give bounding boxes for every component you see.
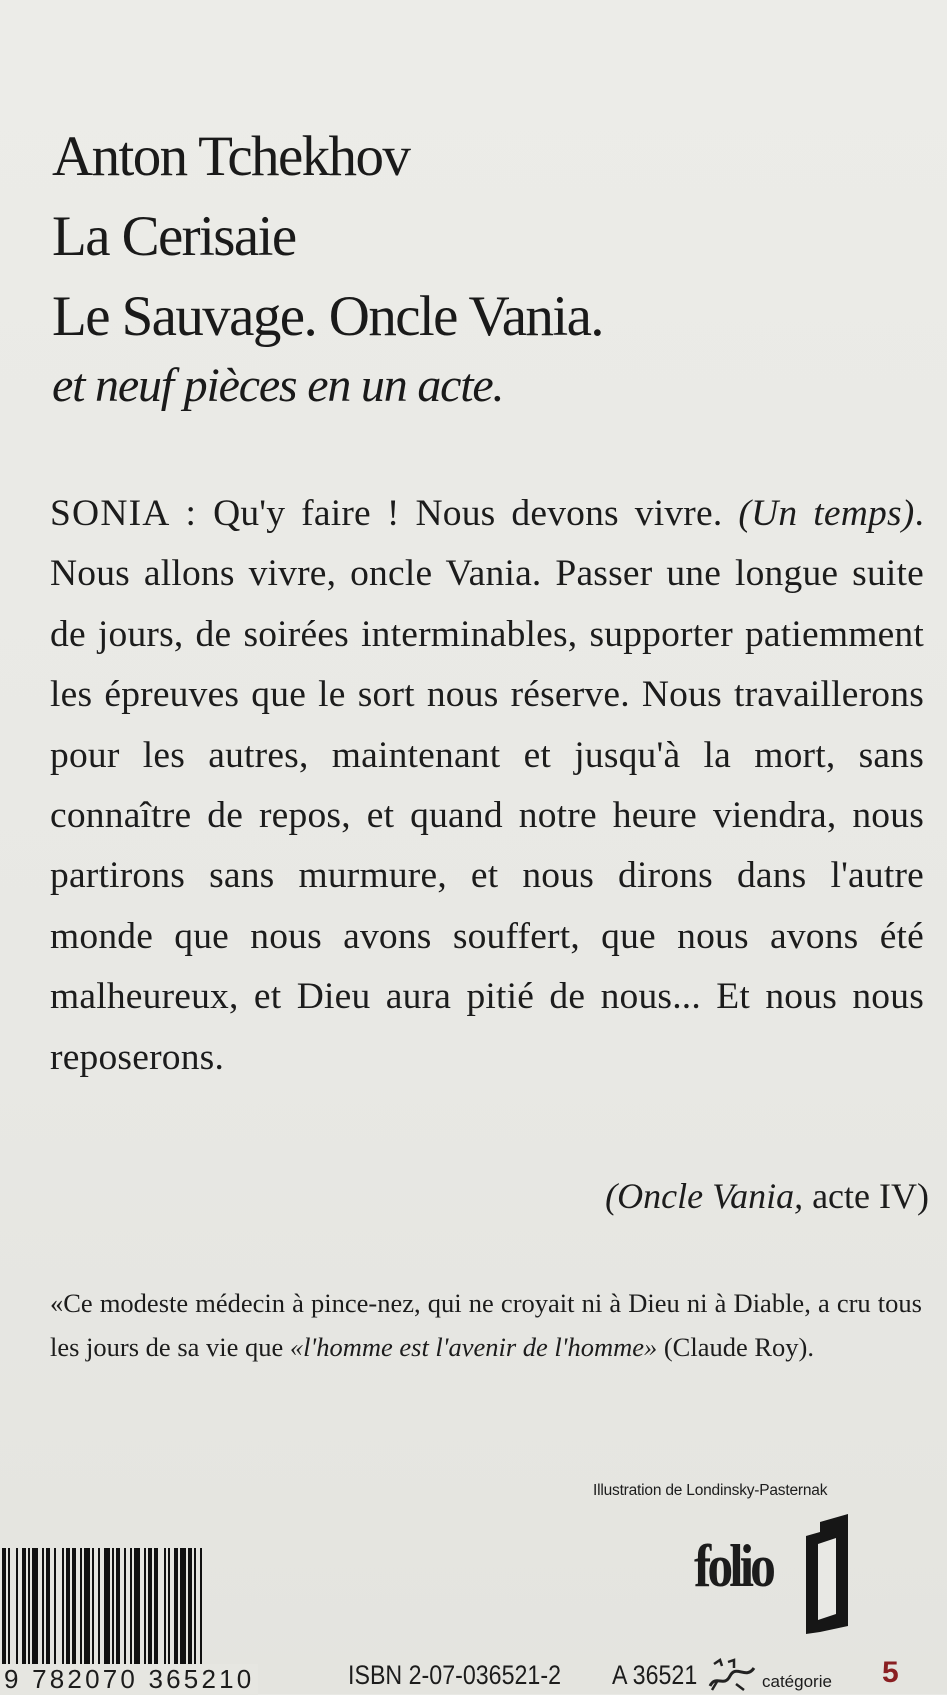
barcode-bar <box>80 1548 82 1666</box>
barcode-bar <box>98 1548 100 1666</box>
barcode-bar <box>66 1548 70 1666</box>
barcode-bar <box>46 1548 50 1666</box>
barcode-bar <box>174 1548 178 1666</box>
barcode-bar <box>32 1548 38 1666</box>
barcode-bar <box>168 1548 170 1666</box>
excerpt-text-rest: . Nous allons vivre, oncle Vania. Passer une longue suite de jours, de soirées interminables, supporter patiemment les épreuves que le sort nous réserve. Nous travaillerons pour les autres, maintenant et jusqu'à la mort, sans connaître de repos, et quand notre heure viendra, nous partirons sans murmure, et nous dirons dans l'autre monde que nous avons souffert, que nous avons été malheureux, et Dieu aura pitié de nous... Et nous nous reposerons. <box>50 493 925 1078</box>
stage-direction: (Un temps) <box>738 493 915 534</box>
barcode-bar <box>62 1548 64 1666</box>
barcode-bar <box>28 1548 30 1666</box>
critic-attribution: (Claude Roy). <box>663 1332 814 1362</box>
barcode-bar <box>134 1548 140 1666</box>
barcode-bar <box>72 1548 76 1666</box>
barcode-bar <box>16 1548 18 1666</box>
barcode-bar <box>116 1548 120 1666</box>
catalog-code: A 36521 <box>612 1660 698 1690</box>
dragon-icon <box>706 1658 758 1692</box>
barcode-bar <box>148 1548 152 1666</box>
illustration-credit: Illustration de Londinsky-Pasternak <box>593 1482 828 1499</box>
author-name: Anton Tchekhov <box>52 125 410 188</box>
barcode-bar <box>42 1548 44 1666</box>
excerpt-source <box>605 1175 929 1217</box>
barcode-bar <box>92 1548 94 1666</box>
barcode-bar <box>200 1548 202 1666</box>
barcode-bar <box>2 1548 6 1666</box>
source-act: acte IV) <box>812 1176 929 1216</box>
barcode-bar <box>112 1548 114 1666</box>
folio-logo-text: folio <box>694 1533 773 1599</box>
excerpt-paragraph <box>50 484 924 1088</box>
critic-quote <box>50 1281 922 1369</box>
book-subtitle: et neuf pièces en un acte. <box>52 359 504 412</box>
critic-text: «Ce modeste médecin à pince-nez, qui ne croyait ni à Dieu ni à Diable, a cru tous les jours de sa vie que <box>50 1288 922 1362</box>
barcode-bar <box>164 1548 166 1666</box>
barcode-bar <box>188 1548 192 1666</box>
excerpt-text-start: Qu'y faire ! Nous devons vivre. <box>213 493 723 534</box>
barcode-bar <box>180 1548 186 1666</box>
source-title: (Oncle Vania, <box>605 1176 804 1216</box>
book-title-line-2: Le Sauvage. Oncle Vania. <box>52 285 603 348</box>
barcode-bar <box>104 1548 110 1666</box>
barcode-bar <box>54 1548 56 1666</box>
excerpt-quote <box>50 484 924 1088</box>
barcode-bar <box>84 1548 90 1666</box>
barcode-bar <box>154 1548 158 1666</box>
folio-logo-mark <box>806 1514 850 1634</box>
category-label: catégorie <box>762 1672 832 1691</box>
barcode-bar <box>8 1548 10 1666</box>
isbn-number: ISBN 2-07-036521-2 <box>348 1660 561 1690</box>
category-number: 5 <box>882 1656 899 1689</box>
speaker-name: SONIA : <box>50 493 198 534</box>
barcode-bar <box>144 1548 146 1666</box>
barcode-bar <box>130 1548 132 1666</box>
barcode-bar <box>124 1548 126 1666</box>
barcode-digits: 9 782070 365210 <box>0 1664 258 1695</box>
barcode-bar <box>194 1548 196 1666</box>
book-title-line-1: La Cerisaie <box>52 205 296 268</box>
barcode-bar <box>22 1548 26 1666</box>
critic-italic-quote: «l'homme est l'avenir de l'homme» <box>289 1332 658 1362</box>
